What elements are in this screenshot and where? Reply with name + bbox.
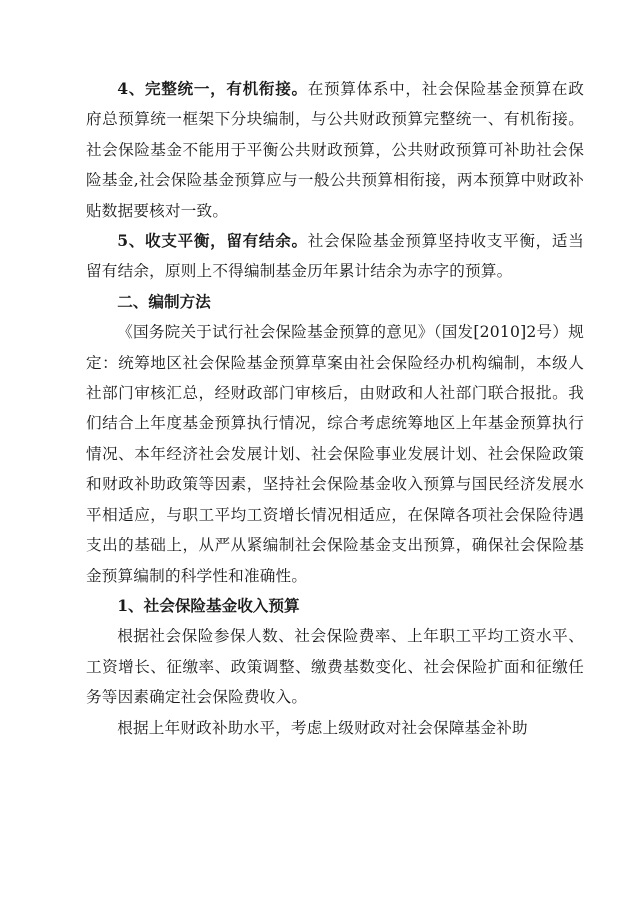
paragraph-balance [86, 226, 584, 287]
document-page [86, 74, 584, 743]
paragraph-lead: 5、收支平衡，留有结余。 [117, 231, 308, 251]
paragraph-income-basis: 根据社会保险参保人数、社会保险费率、上年职工平均工资水平、工资增长、征缴率、政策调整、缴费基数变化、社会保险扩面和征缴任务等因素确定社会保险费收入。 [86, 627, 584, 707]
paragraph-integration [86, 74, 584, 226]
subsection-heading-income: 1、社会保险基金收入预算 [117, 595, 300, 615]
section-heading-methods: 二、编制方法 [117, 291, 211, 311]
paragraph-body: 在预算体系中，社会保险基金预算在政府总预算统一框架下分块编制，与公共财政预算完整统一、有机衔接。社会保险基金不能用于平衡公共财政预算，公共财政预算可补助社会保险基金,社会保险基金预算应与一般公共预算相衔接，两本预算中财政补贴数据要核对一致。 [86, 80, 584, 220]
paragraph-fiscal-subsidy: 根据上年财政补助水平，考虑上级财政对社会保障基金补助 [117, 718, 528, 737]
paragraph-methods: 《国务院关于试行社会保险基金预算的意见》（国发[2010]2号）规定：统筹地区社会保险基金预算草案由社会保险经办机构编制，本级人社部门审核汇总，经财政部门审核后，由财政和人社部门联合报批。我们结合上年度基金预算执行情况，综合考虑统筹地区上年基金预算执行情况、本年经济社会发展计划、社会保险事业发展计划、社会保险政策和财政补助政策等因素，坚持社会保险基金收入预算与国民经济发展水平相适应，与职工平均工资增长情况相适应，在保障各项社会保险待遇支出的基础上，从严从紧编制社会保险基金支出预算，确保社会保险基金预算编制的科学性和准确性。 [86, 323, 584, 585]
paragraph-body: 社会保险基金预算坚持收支平衡，适当留有结余，原则上不得编制基金历年累计结余为赤字的预算。 [86, 232, 584, 281]
paragraph-lead: 4、完整统一，有机衔接。 [117, 79, 308, 98]
